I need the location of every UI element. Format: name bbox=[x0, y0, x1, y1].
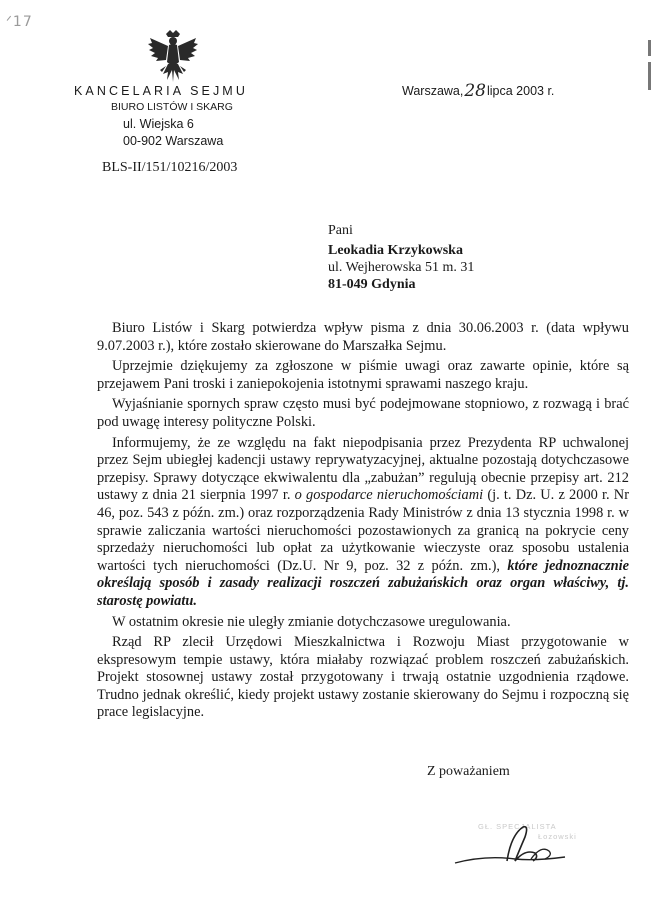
scan-edge-mark bbox=[648, 40, 651, 56]
body-paragraph-6: Rząd RP zlecił Urzędowi Mieszkalnictwa i Rozwoju Miast przygotowanie w ekspresowym tempie ustawy, która miałaby rozwiązać problem roszczeń zabużańskich. Projekt stosownej ustawy został przygotowany i trwają ostatnie uzgodnienia rządowe. Trudno jednak określić, kiedy projekt ustawy zostanie skierowany do Sejmu i rozpoczną się prace legislacyjne. bbox=[97, 634, 629, 721]
date-day-handwritten: 28 bbox=[464, 81, 486, 101]
recipient-salutation: Pani bbox=[328, 223, 353, 238]
body-paragraph-3: Wyjaśnianie spornych spraw często musi być podejmowane stopniowo, z rozwagą i brać pod uwagę interesy polityczne Polski. bbox=[97, 396, 629, 430]
recipient-street: ul. Wejherowska 51 m. 31 bbox=[328, 260, 475, 275]
corner-pencil-mark: ᐟ17 bbox=[6, 14, 33, 30]
body-paragraph-1: Biuro Listów i Skarg potwierdza wpływ pisma z dnia 30.06.2003 r. (data wpływu 9.07.2003 r.), które zostało skierowane do Marszałka Sejmu. bbox=[97, 320, 629, 354]
stamp-line-1: GŁ. SPECJALISTA bbox=[478, 822, 557, 831]
recipient-postal-city: 81-049 Gdynia bbox=[328, 277, 416, 292]
polish-eagle-emblem-icon bbox=[146, 28, 200, 88]
body-paragraph-2: Uprzejmie dziękujemy za zgłoszone w piśmie uwagi oraz zawarte opinie, które są przejawem Pani troski i zaniepokojenia istotnymi sprawami naszego kraju. bbox=[97, 358, 629, 392]
sender-postal: 00-902 Warszawa bbox=[123, 134, 224, 148]
sender-name: KANCELARIA SEJMU bbox=[74, 84, 248, 98]
paragraph-4-text-c: (j. t. Dz. U. z 2000 r. Nr 46, poz. 543 z późn. zm.) oraz rozporządzenia Rady Ministrów z dnia 13 stycznia 1998 r. w sprawie zaliczania wartości nieruchomości pozostawionych za granicą na pokrycie ceny sprzedaży nieruchomości lub opłat za użytkowanie wieczyste oraz sposobu ustalenia wartości tych nieruchomości (Dz.U. Nr 9, poz. 32 z późn. zm.), bbox=[97, 487, 629, 574]
closing-phrase: Z poważaniem bbox=[427, 764, 510, 779]
act-title-italic: o gospodarce nieruchomościami bbox=[294, 487, 484, 504]
sender-street: ul. Wiejska 6 bbox=[123, 117, 194, 131]
letter-date bbox=[402, 80, 554, 100]
letter-body bbox=[97, 320, 629, 725]
date-month-year: lipca 2003 r. bbox=[487, 84, 555, 98]
handwritten-signature-icon bbox=[445, 815, 585, 875]
paragraph-4-text-a: Informujemy, że ze względu na fakt niepodpisania przez Prezydenta RP uchwalonej przez Sejm ubiegłej kadencji ustawy reprywatyzacyjnej, aktualne pozostają dotychczasowe przepisy. Sprawy dotyczące ekwiwalentu dla „zabużan” regulują obecnie przepisy art. 212 ustawy z dnia 21 sierpnia 1997 r. bbox=[97, 434, 629, 504]
recipient-name: Leokadia Krzykowska bbox=[328, 243, 463, 258]
emphasis-bold-italic: które jednoznacznie określają sposób i zasady realizacji roszczeń zabużańskich oraz organ właściwy, tj. starostę powiatu. bbox=[97, 557, 630, 609]
stamp-line-2: Łozowski bbox=[538, 832, 577, 841]
reference-number: BLS-II/151/10216/2003 bbox=[102, 160, 238, 175]
date-city: Warszawa, bbox=[402, 84, 464, 98]
sender-department: BIURO LISTÓW I SKARG bbox=[111, 101, 233, 113]
scan-edge-mark bbox=[648, 62, 651, 90]
body-paragraph-4 bbox=[97, 435, 629, 611]
body-paragraph-5: W ostatnim okresie nie uległy zmianie dotychczasowe uregulowania. bbox=[112, 613, 511, 630]
